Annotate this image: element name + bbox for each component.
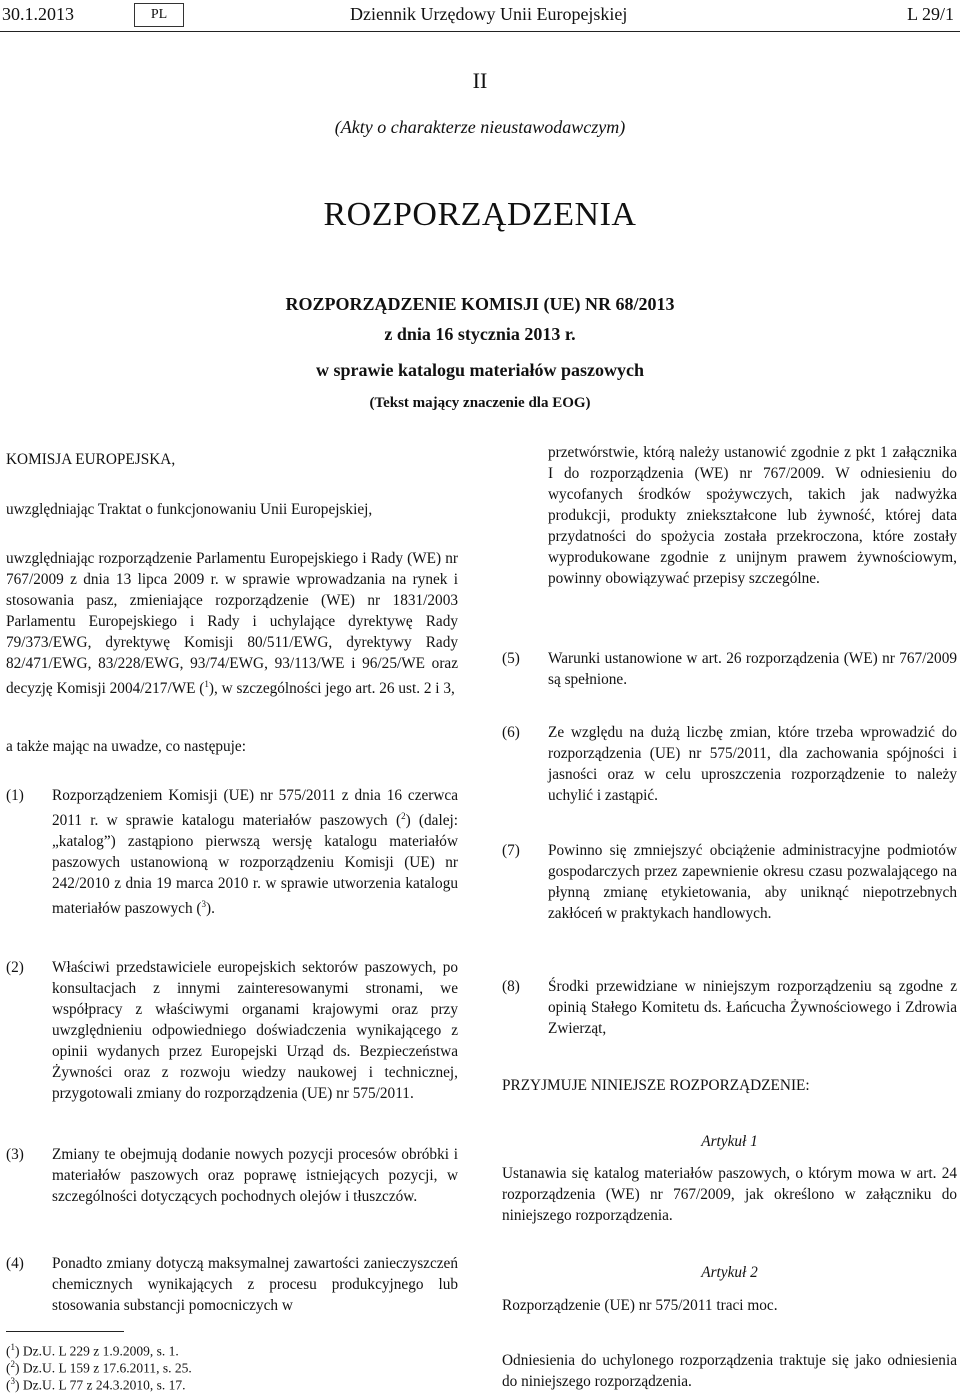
eea-relevance: (Tekst mający znaczenie dla EOG): [369, 395, 591, 411]
journal-title: Dziennik Urzędowy Unii Europejskiej: [350, 4, 628, 24]
section-title: ROZPORZĄDZENIA: [323, 196, 637, 233]
article-1-title: Artykuł 1: [701, 1133, 758, 1150]
recital-text: Ponadto zmiany dotyczą maksymalnej zawartości zanieczyszczeń chemicznych wynikających z procesu produkcyjnego lub stosowania substancji pomocniczych w: [52, 1255, 458, 1314]
footnote-ref[interactable]: 1: [204, 679, 209, 689]
footnote-number: 3: [10, 1376, 15, 1386]
recital-number: (7): [502, 842, 520, 859]
recital-text: Zmiany te obejmują dodanie nowych pozycji procesów obróbki i materiałów paszowych oraz poprawę istniejących pozycji, w szczególności dotyczących pochodnych olejów i tłuszczów.: [52, 1146, 458, 1205]
recital-text: Ze względu na dużą liczbę zmian, które trzeba wprowadzić do rozporządzenia (UE) nr 575/2011, dla zachowania spójności i jasności oraz w celu uproszczenia rozporządzenie to należy uchylić i zastąpić.: [548, 724, 957, 804]
recital-number: (1): [6, 787, 24, 804]
footnote-2: ($^2$) Dz.U. L 159 z 17.6.2011, s. 25.: [6, 1359, 192, 1376]
publication-date: 30.1.2013: [2, 4, 74, 24]
footnote-ref[interactable]: 3: [201, 899, 207, 910]
recital-4-continued: przetwórstwie, którą należy ustanowić zgodnie z pkt 1 załącznika I do rozporządzenia (WE) nr 767/2009. W odniesieniu do wycofanych środków spożywczych, takich jak nadwyżka produkcji, produkty zniekształcone lub żywność, której data przydatności do spożycia została przekroczona, które zostały wyprodukowane zgodnie z unijnym prawem żywnościowym, powinny obowiązywać przepisy szczególne.: [548, 444, 957, 587]
recital-text: Warunki ustanowione w art. 26 rozporządzenia (WE) nr 767/2009 są spełnione.: [548, 650, 957, 688]
recital-number: (5): [502, 650, 520, 667]
article-1-text: Ustanawia się katalog materiałów paszowych, o którym mowa w art. 24 rozporządzenia (WE) nr 767/2009, jak określono w załączniku do niniejszego rozporządzenia.: [502, 1165, 957, 1224]
commission-heading: KOMISJA EUROPEJSKA,: [6, 451, 176, 468]
recital-number: (6): [502, 724, 520, 741]
footnote-number: 2: [10, 1359, 15, 1369]
footnote-text: Dz.U. L 77 z 24.3.2010, s. 17.: [22, 1377, 186, 1393]
citation-treaty: uwzględniając Traktat o funkcjonowaniu Unii Europejskiej,: [6, 501, 373, 518]
header-divider: [0, 31, 960, 32]
part-subtitle: (Akty o charakterze nieustawodawczym): [334, 117, 626, 137]
language-badge: PL: [134, 3, 184, 27]
whereas-intro: a także mając na uwadze, co następuje:: [6, 738, 246, 755]
footnote-1: ($^1$) Dz.U. L 229 z 1.9.2009, s. 1.: [6, 1342, 179, 1359]
recital-number: (8): [502, 978, 520, 995]
recital-number: (3): [6, 1146, 24, 1163]
recital-1-part-c: ).: [206, 900, 215, 918]
footnote-divider: [6, 1331, 124, 1332]
recital-number: (2): [6, 959, 24, 976]
footnote-text: Dz.U. L 159 z 17.6.2011, s. 25.: [22, 1360, 192, 1376]
recital-text: [52, 785, 458, 919]
recital-1: [6, 785, 458, 918]
recital-text: Powinno się zmniejszyć obciążenie administracyjne podmiotów gospodarczych przez zapewnienie okresu czasu pozwalającego na płynną zmianę etykietowania, aby uniknąć niepotrzebnych zakłóceń w praktykach handlowych.: [548, 842, 957, 922]
citation-regulation: [6, 548, 458, 699]
recital-number: (4): [6, 1255, 24, 1272]
recital-1-part-b: ) (dalej: „katalog”) zastąpiono pierwszą wersję katalogu materiałów paszowych ustanowioną w rozporządzeniu Komisji (UE) nr 242/2010 z dnia 19 marca 2010 r. w sprawie utworzenia katalogu materiałów paszowych (: [52, 812, 458, 918]
page-number: L 29/1: [907, 4, 954, 24]
footnote-ref[interactable]: 2: [401, 811, 406, 821]
recital-text: Właściwi przedstawiciele europejskich sektorów paszowych, po konsultacjach z innymi zainteresowanymi stronami, we współpracy z właściwymi organami krajowymi oraz przy uwzględnieniu odpowiedniego doświadczenia wynikającego z opinii wydanych przez Europejski Urząd ds. Bezpieczeństwa Żywności oraz z rozwoju wiedzy naukowej i technicznej, przygotowali zmiany do rozporządzenia (UE) nr 575/2011.: [52, 959, 458, 1102]
recital-1-part-a: Rozporządzeniem Komisji (UE) nr 575/2011 z dnia 16 czerwca 2011 r. w sprawie katalogu materiałów paszowych (: [52, 787, 458, 830]
footnote-number: 1: [10, 1342, 15, 1352]
regulation-date: z dnia 16 stycznia 2013 r.: [384, 324, 576, 344]
citation-regulation-text: uwzględniając rozporządzenie Parlamentu Europejskiego i Rady (WE) nr 767/2009 z dnia 13 lipca 2009 r. w sprawie wprowadzania na rynek i stosowania pasz, zmieniające rozporządzenie (WE) nr 1831/2003 Parlamentu Europejskiego i Rady i uchylające dyrektywę Rady 79/373/EWG, dyrektywę Komisji 80/511/EWG, dyrektywy Rady 82/471/EWG, 83/228/EWG, 93/74/EWG, 93/113/WE i 96/25/WE oraz decyzję Komisji 2004/217/WE (: [6, 550, 458, 698]
regulation-title: ROZPORZĄDZENIE KOMISJI (UE) NR 68/2013: [285, 294, 675, 314]
footnote-3: ($^3$) Dz.U. L 77 z 24.3.2010, s. 17.: [6, 1376, 186, 1393]
article-2-text-b: Odniesienia do uchylonego rozporządzenia traktuje się jako odniesienia do niniejszego rozporządzenia.: [502, 1352, 957, 1390]
part-number: II: [472, 68, 488, 93]
regulation-subject: w sprawie katalogu materiałów paszowych: [316, 360, 644, 380]
citation-regulation-tail: ), w szczególności jego art. 26 ust. 2 i 3,: [208, 680, 455, 698]
article-2-title: Artykuł 2: [701, 1264, 758, 1281]
recital-text: Środki przewidziane w niniejszym rozporządzeniu są zgodne z opinią Stałego Komitetu ds. Łańcucha Żywnościowego i Zdrowia Zwierząt,: [548, 978, 957, 1037]
footnote-text: Dz.U. L 229 z 1.9.2009, s. 1.: [22, 1343, 179, 1359]
adoption-formula: PRZYJMUJE NINIEJSZE ROZPORZĄDZENIE:: [502, 1077, 810, 1094]
page-header: [0, 4, 960, 30]
article-2-text: Rozporządzenie (UE) nr 575/2011 traci moc.: [502, 1297, 778, 1314]
